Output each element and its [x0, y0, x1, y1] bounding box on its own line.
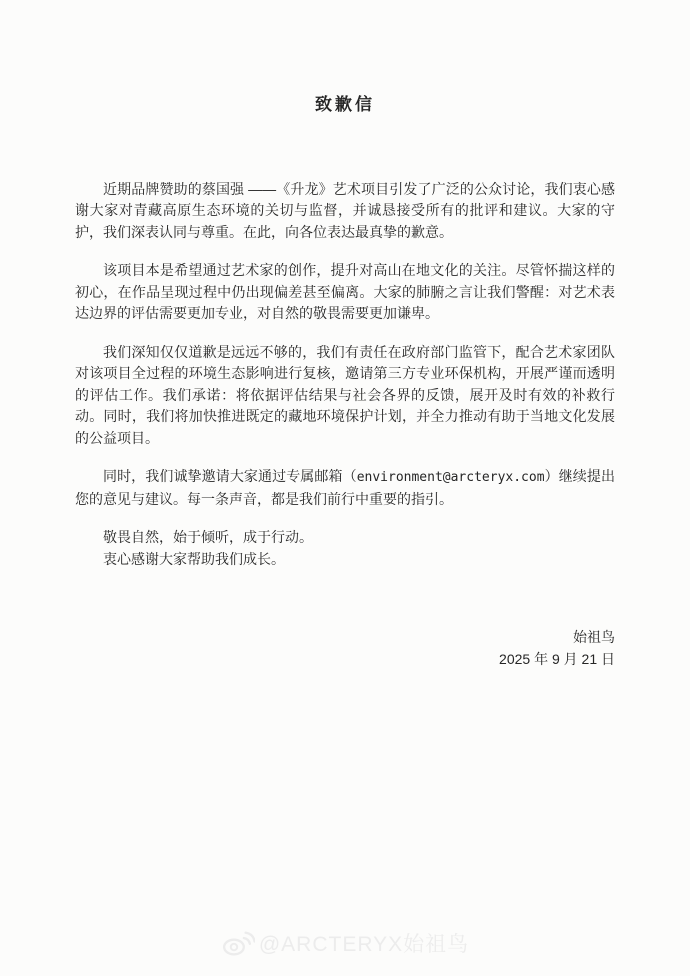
closing-line-1: 敬畏自然，始于倾听，成于行动。	[103, 529, 313, 546]
closing-line-2: 衷心感谢大家帮助我们成长。	[103, 550, 285, 567]
invite-text-prefix: 同时，我们诚挚邀请大家通过专属邮箱（	[103, 468, 357, 485]
watermark-handle: @ARCTERYX始祖鸟	[258, 933, 470, 956]
letter-paragraph-1: 近期品牌赞助的蔡国强 ——《升龙》艺术项目引发了广泛的公众讨论，我们衷心感谢大家对青藏高原生态环境的关切与监督，并诚恳接受所有的批评和建议。大家的守护，我们深表认同与尊重。在此，向各位表达最真挚的歉意。	[75, 180, 615, 240]
weibo-logo-icon	[221, 929, 255, 966]
letter-title: 致歉信	[315, 95, 375, 114]
closing-block	[75, 527, 615, 570]
invite-text-suffix: ）继续提出您的意见与建议。每一条声音，都是我们前行中重要的指引。	[75, 468, 615, 507]
weibo-watermark	[0, 929, 690, 966]
letter-paragraph-4	[75, 466, 615, 510]
letter-paragraph-2: 该项目本是希望通过艺术家的创作，提升对高山在地文化的关注。尽管怀揣这样的初心，在作品呈现过程中仍出现偏差甚至偏离。大家的肺腑之言让我们警醒：对艺术表达边界的评估需要更加专业，对自然的敬畏需要更加谦卑。	[75, 262, 615, 322]
signature-name: 始祖鸟	[573, 629, 615, 646]
signature-block	[75, 626, 615, 670]
letter-paragraph-3: 我们深知仅仅道歉是远远不够的，我们有责任在政府部门监管下，配合艺术家团队对该项目全过程的环境生态影响进行复核，邀请第三方专业环保机构，开展严谨而透明的评估工作。我们承诺：将依据评估结果与社会各界的反馈，展开及时有效的补救行动。同时，我们将加快推进既定的藏地环境保护计划，并全力推动有助于当地文化发展的公益项目。	[75, 343, 615, 446]
signature-date: 2025 年 9 月 21 日	[499, 651, 615, 668]
contact-email: environment@arcteryx.com	[356, 470, 545, 486]
